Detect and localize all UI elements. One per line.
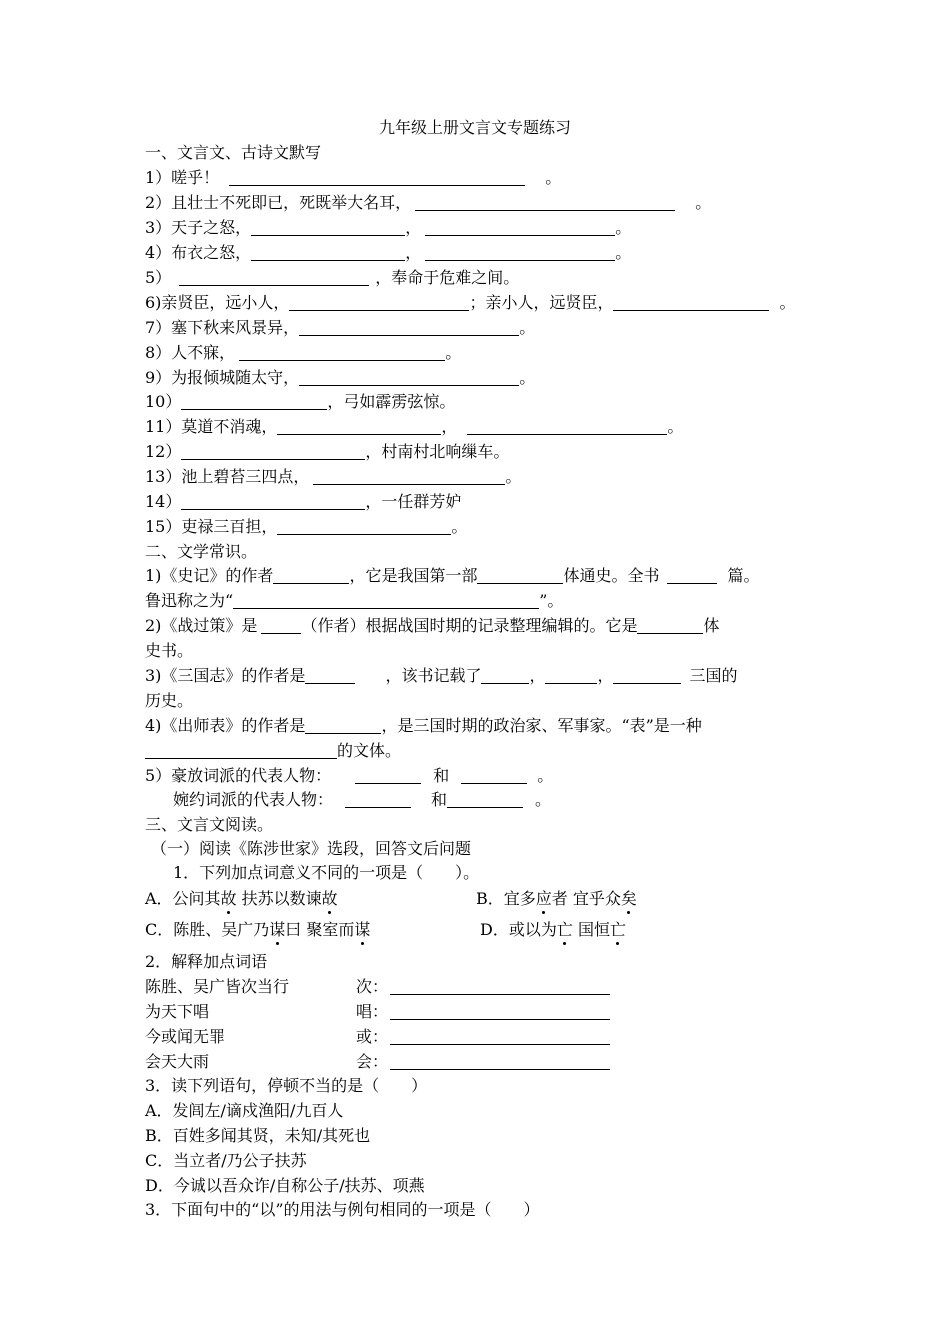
answer-blank[interactable] [179,269,369,286]
answer-blank[interactable] [261,617,301,634]
vocab-row: 为天下唱 [145,1002,210,1021]
question-2-2-cont: 史书。 [145,641,194,660]
answer-blank[interactable] [667,567,717,584]
answer-blank[interactable] [229,169,525,186]
answer-blank[interactable] [345,791,411,808]
option-1a: A．公问其故 扶苏以数谏故 [145,889,338,908]
option-3d: D．今诚以吾众诈/自称公子/扶苏、项燕 [145,1176,425,1195]
question-3-3: 3．读下列语句，停顿不当的是（ ） [145,1076,428,1095]
answer-blank[interactable] [390,1028,610,1045]
answer-blank[interactable] [637,617,703,634]
question-1-15: 15）吏禄三百担， 。 [145,517,468,536]
answer-blank[interactable] [181,493,365,510]
answer-blank[interactable] [239,344,445,361]
answer-blank[interactable] [273,567,349,584]
question-2-1-cont: 鲁迅称之为“ ”。 [145,591,564,610]
question-1-14: 14） ，一任群芳妒 [145,492,462,511]
answer-blank[interactable] [425,244,615,261]
answer-blank[interactable] [233,592,539,609]
answer-blank[interactable] [461,767,527,784]
vocab-answer: 唱： [356,1002,610,1022]
answer-blank[interactable] [613,667,681,684]
question-1-6: 6)亲贤臣，远小人， ；亲小人，远贤臣， 。 [145,293,796,312]
answer-blank[interactable] [251,219,405,236]
passage-intro: （一）阅读《陈涉世家》选段，回答文后问题 [151,839,472,858]
question-2-3-cont: 历史。 [145,691,194,710]
section-3-heading: 三、文言文阅读。 [145,815,274,834]
vocab-answer: 会： [356,1052,610,1072]
option-3b: B．百姓多闻其贤，未知/其死也 [145,1126,371,1145]
answer-blank[interactable] [390,978,610,995]
answer-blank[interactable] [415,194,675,211]
option-1b: B．宜多应者 宜乎众矣 [476,889,637,908]
question-2-4: 4)《出师表》的作者是 ，是三国时期的政治家、军事家。“表”是一种 [145,716,702,735]
vocab-answer: 或： [356,1027,610,1047]
question-1-3: 3）天子之怒， ， 。 [145,218,632,237]
answer-blank[interactable] [390,1053,610,1070]
question-1-8: 8）人不寐， 。 [145,343,462,362]
option-1d: D．或以为亡 国恒亡 [480,920,626,939]
option-3c: C．当立者/乃公子扶苏 [145,1151,307,1170]
question-1-5: 5） ，奉命于危难之间。 [145,268,520,287]
answer-blank[interactable] [181,443,365,460]
question-3-4: 3．下面句中的“以”的用法与例句相同的一项是（ ） [145,1200,540,1219]
question-3-1: 1．下列加点词意义不同的一项是（ ）。 [173,863,480,882]
answer-blank[interactable] [425,219,615,236]
question-1-10: 10） ，弓如霹雳弦惊。 [145,392,456,411]
question-2-5: 5）豪放词派的代表人物： 和 。 [145,766,554,785]
answer-blank[interactable] [145,742,337,759]
page-title: 九年级上册文言文专题练习 [378,118,571,137]
question-1-2: 2）且壮士不死即已，死既举大名耳， 。 [145,193,712,212]
question-1-9: 9）为报倾城随太守， 。 [145,368,536,387]
vocab-answer: 次： [356,977,610,997]
answer-blank[interactable] [305,667,355,684]
answer-blank[interactable] [447,791,523,808]
question-1-1: 1）嗟乎！ 。 [145,168,562,187]
answer-blank[interactable] [355,767,421,784]
question-1-4: 4）布衣之怒， ， 。 [145,243,632,262]
answer-blank[interactable] [305,717,381,734]
answer-blank[interactable] [545,667,597,684]
vocab-row: 今或闻无罪 [145,1027,226,1046]
question-3-2: 2．解释加点词语 [145,952,268,971]
option-3a: A．发闾左/谪戍渔阳/九百人 [145,1101,344,1120]
question-2-2: 2)《战过策》是 （作者）根据战国时期的记录整理编辑的。它是 体 [145,616,720,635]
question-1-13: 13）池上碧苔三四点， 。 [145,467,522,486]
section-1-heading: 一、文言文、古诗文默写 [145,143,322,162]
vocab-row: 会天大雨 [145,1052,210,1071]
question-2-3: 3)《三国志》的作者是 ，该书记载了 ， ， 三国的 [145,666,738,685]
answer-blank[interactable] [390,1003,610,1020]
answer-blank[interactable] [481,667,529,684]
section-2-heading: 二、文学常识。 [145,542,258,561]
answer-blank[interactable] [299,369,519,386]
question-1-7: 7）塞下秋来风景异， 。 [145,318,536,337]
answer-blank[interactable] [477,567,563,584]
answer-blank[interactable] [289,294,469,311]
answer-blank[interactable] [277,518,451,535]
answer-blank[interactable] [613,294,769,311]
question-2-4-cont: 的文体。 [145,741,401,761]
answer-blank[interactable] [313,468,505,485]
question-1-11: 11）莫道不消魂， ， 。 [145,417,684,436]
question-2-1: 1)《史记》的作者 ，它是我国第一部 体通史。全书 篇。 [145,566,760,585]
question-2-5-cont: 婉约词派的代表人物： 和 。 [173,790,552,809]
answer-blank[interactable] [277,418,441,435]
option-1c: C．陈胜、吴广乃谋曰 聚室而谋 [145,920,371,939]
vocab-row: 陈胜、吴广皆次当行 [145,977,290,996]
answer-blank[interactable] [299,319,519,336]
answer-blank[interactable] [251,244,405,261]
question-1-12: 12） ，村南村北响缫车。 [145,442,510,461]
answer-blank[interactable] [181,393,327,410]
answer-blank[interactable] [467,418,667,435]
